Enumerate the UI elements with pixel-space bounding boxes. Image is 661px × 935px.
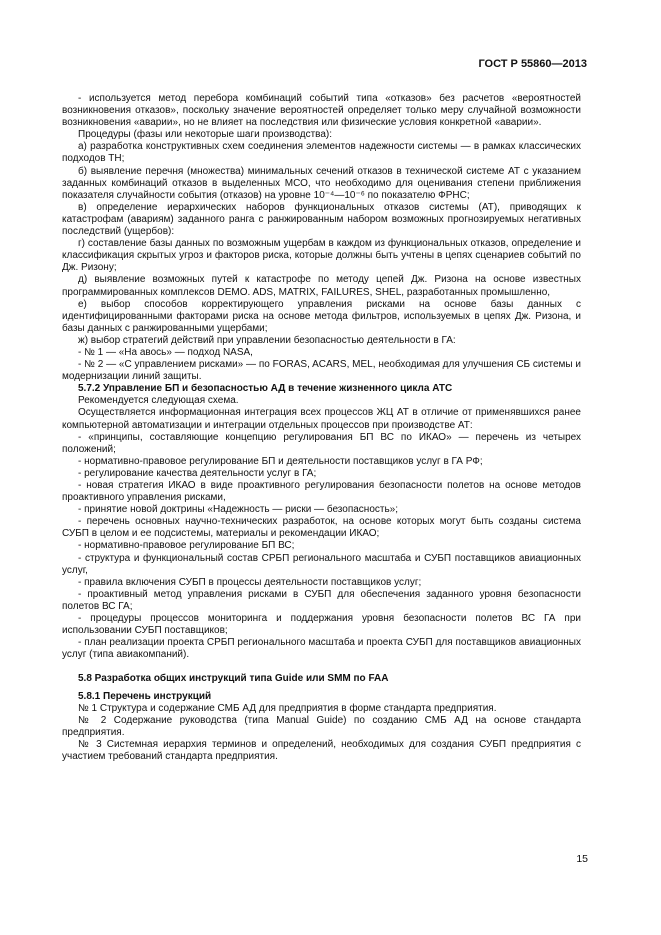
list-item: - регулирование качества деятельности услуг в ГА; [78,467,317,479]
standard-number: ГОСТ Р 55860—2013 [478,58,587,70]
paragraph: Рекомендуется следующая схема. [78,395,239,407]
list-item: - процедуры процессов мониторинга и поддержания уровня безопасности полетов ВС ГА при использовании СУБП поставщиков; [62,613,581,637]
paragraph: Осуществляется информационная интеграция всех процессов ЖЦ АТ в отличие от применявшихся ранее компьютерной автоматизации и интеграции отдельных процессов при производстве АТ: [62,407,581,431]
document-body [62,93,581,763]
list-item: - нормативно-правовое регулирование БП ВС; [78,540,295,552]
list-item: № 1 Структура и содержание СМБ АД для предприятия в форме стандарта предприятия. [78,702,497,714]
list-item: - новая стратегия ИКАО в виде проактивного регулирования безопасности полетов на основе методов проактивного управления рисками, [62,480,581,504]
list-item: - «принципы, составляющие концепцию регулирования БП ВС по ИКАО» — перечень из четырех положений; [62,431,581,455]
paragraph: - используется метод перебора комбинаций событий типа «отказов» без расчетов «вероятностей возникновения отказов», поскольку значение вероятностей определяет только меру случайной возможности возникновения «аварии», но не влияет на последствия или физические условия конкретной «аварии». [62,93,581,129]
list-item: - № 2 — «С управлением рисками» — по FORAS, ACARS, MEL, необходимая для улучшения СБ системы и модернизации линий защиты. [62,359,581,383]
list-item: - № 1 — «На авось» — подход NASA, [78,346,253,358]
subsection-heading: 5.8.1 Перечень инструкций [78,690,212,702]
list-item: - структура и функциональный состав СРБП регионального масштаба и СУБП поставщиков авиационных услуг, [62,552,581,576]
section-heading: 5.8 Разработка общих инструкций типа Guide или SMM по FAA [78,673,389,685]
list-item: е) выбор способов корректирующего управления рисками на основе базы данных с идентифицированными факторами риска на основе метода фильтров, используемых в цепях Дж. Ризона, и базы данных с ранжированными ущербами; [62,298,581,334]
list-item: № 3 Системная иерархия терминов и определений, необходимых для создания СУБП предприятия с участием требований стандарта предприятия. [62,738,581,762]
list-item: д) выявление возможных путей к катастрофе по методу цепей Дж. Ризона на основе известных программированных комплексов DEMO. ADS, MATRIX, FAILURES, SHEL, разработанных промышленно, [62,274,581,298]
list-item: - план реализации проекта СРБП регионального масштаба и проекта СУБП для поставщиков авиационных услуг (типа авиакомпаний). [62,637,581,661]
list-item: а) разработка конструктивных схем соединения элементов надежности системы — в рамках классических подходов ТН; [62,141,581,165]
list-item: - принятие новой доктрины «Надежность — риски — безопасность»; [78,504,399,516]
section-heading: 5.7.2 Управление БП и безопасностью АД в течение жизненного цикла АТС [78,383,453,395]
list-item: ж) выбор стратегий действий при управлении безопасностью деятельности в ГА: [78,334,456,346]
list-item: - перечень основных научно-технических разработок, на основе которых могут быть созданы система СУБП в целом и ее подсистемы, материалы и рекомендации ИКАО; [62,516,581,540]
list-item: г) составление базы данных по возможным ущербам в каждом из функциональных отказов, определение и классификация скрытых угроз и факторов риска, которые должны быть учтены в цепях сценариев событий по Дж. Ризону; [62,238,581,274]
list-item: - нормативно-правовое регулирование БП и деятельности поставщиков услуг в ГА РФ; [78,455,483,467]
list-item: - проактивный метод управления рисками в СУБП для обеспечения заданного уровня безопасности полетов ВС ГА; [62,588,581,612]
paragraph: Процедуры (фазы или некоторые шаги производства): [78,129,333,141]
list-item: в) определение иерархических наборов функциональных отказов системы (АТ), приводящих к катастрофам (авариям) заданного ранга с ранжированным набором возможных прогнозируемых негативных последствий (ущербов): [62,201,581,238]
page-number: 15 [576,853,588,865]
list-item: б) выявление перечня (множества) минимальных сечений отказов в технической системе АТ с указанием заданных комбинаций отказов в выделенных МСО, что необходимо для оценивания степени приближения показателя случайности события (отказов) на уровне 10⁻⁴—10⁻⁶ по показателю ФРНС; [62,165,581,201]
list-item: № 2 Содержание руководства (типа Manual Guide) по созданию СМБ АД на основе стандарта предприятия. [62,714,581,738]
list-item: - правила включения СУБП в процессы деятельности поставщиков услуг; [78,576,422,588]
